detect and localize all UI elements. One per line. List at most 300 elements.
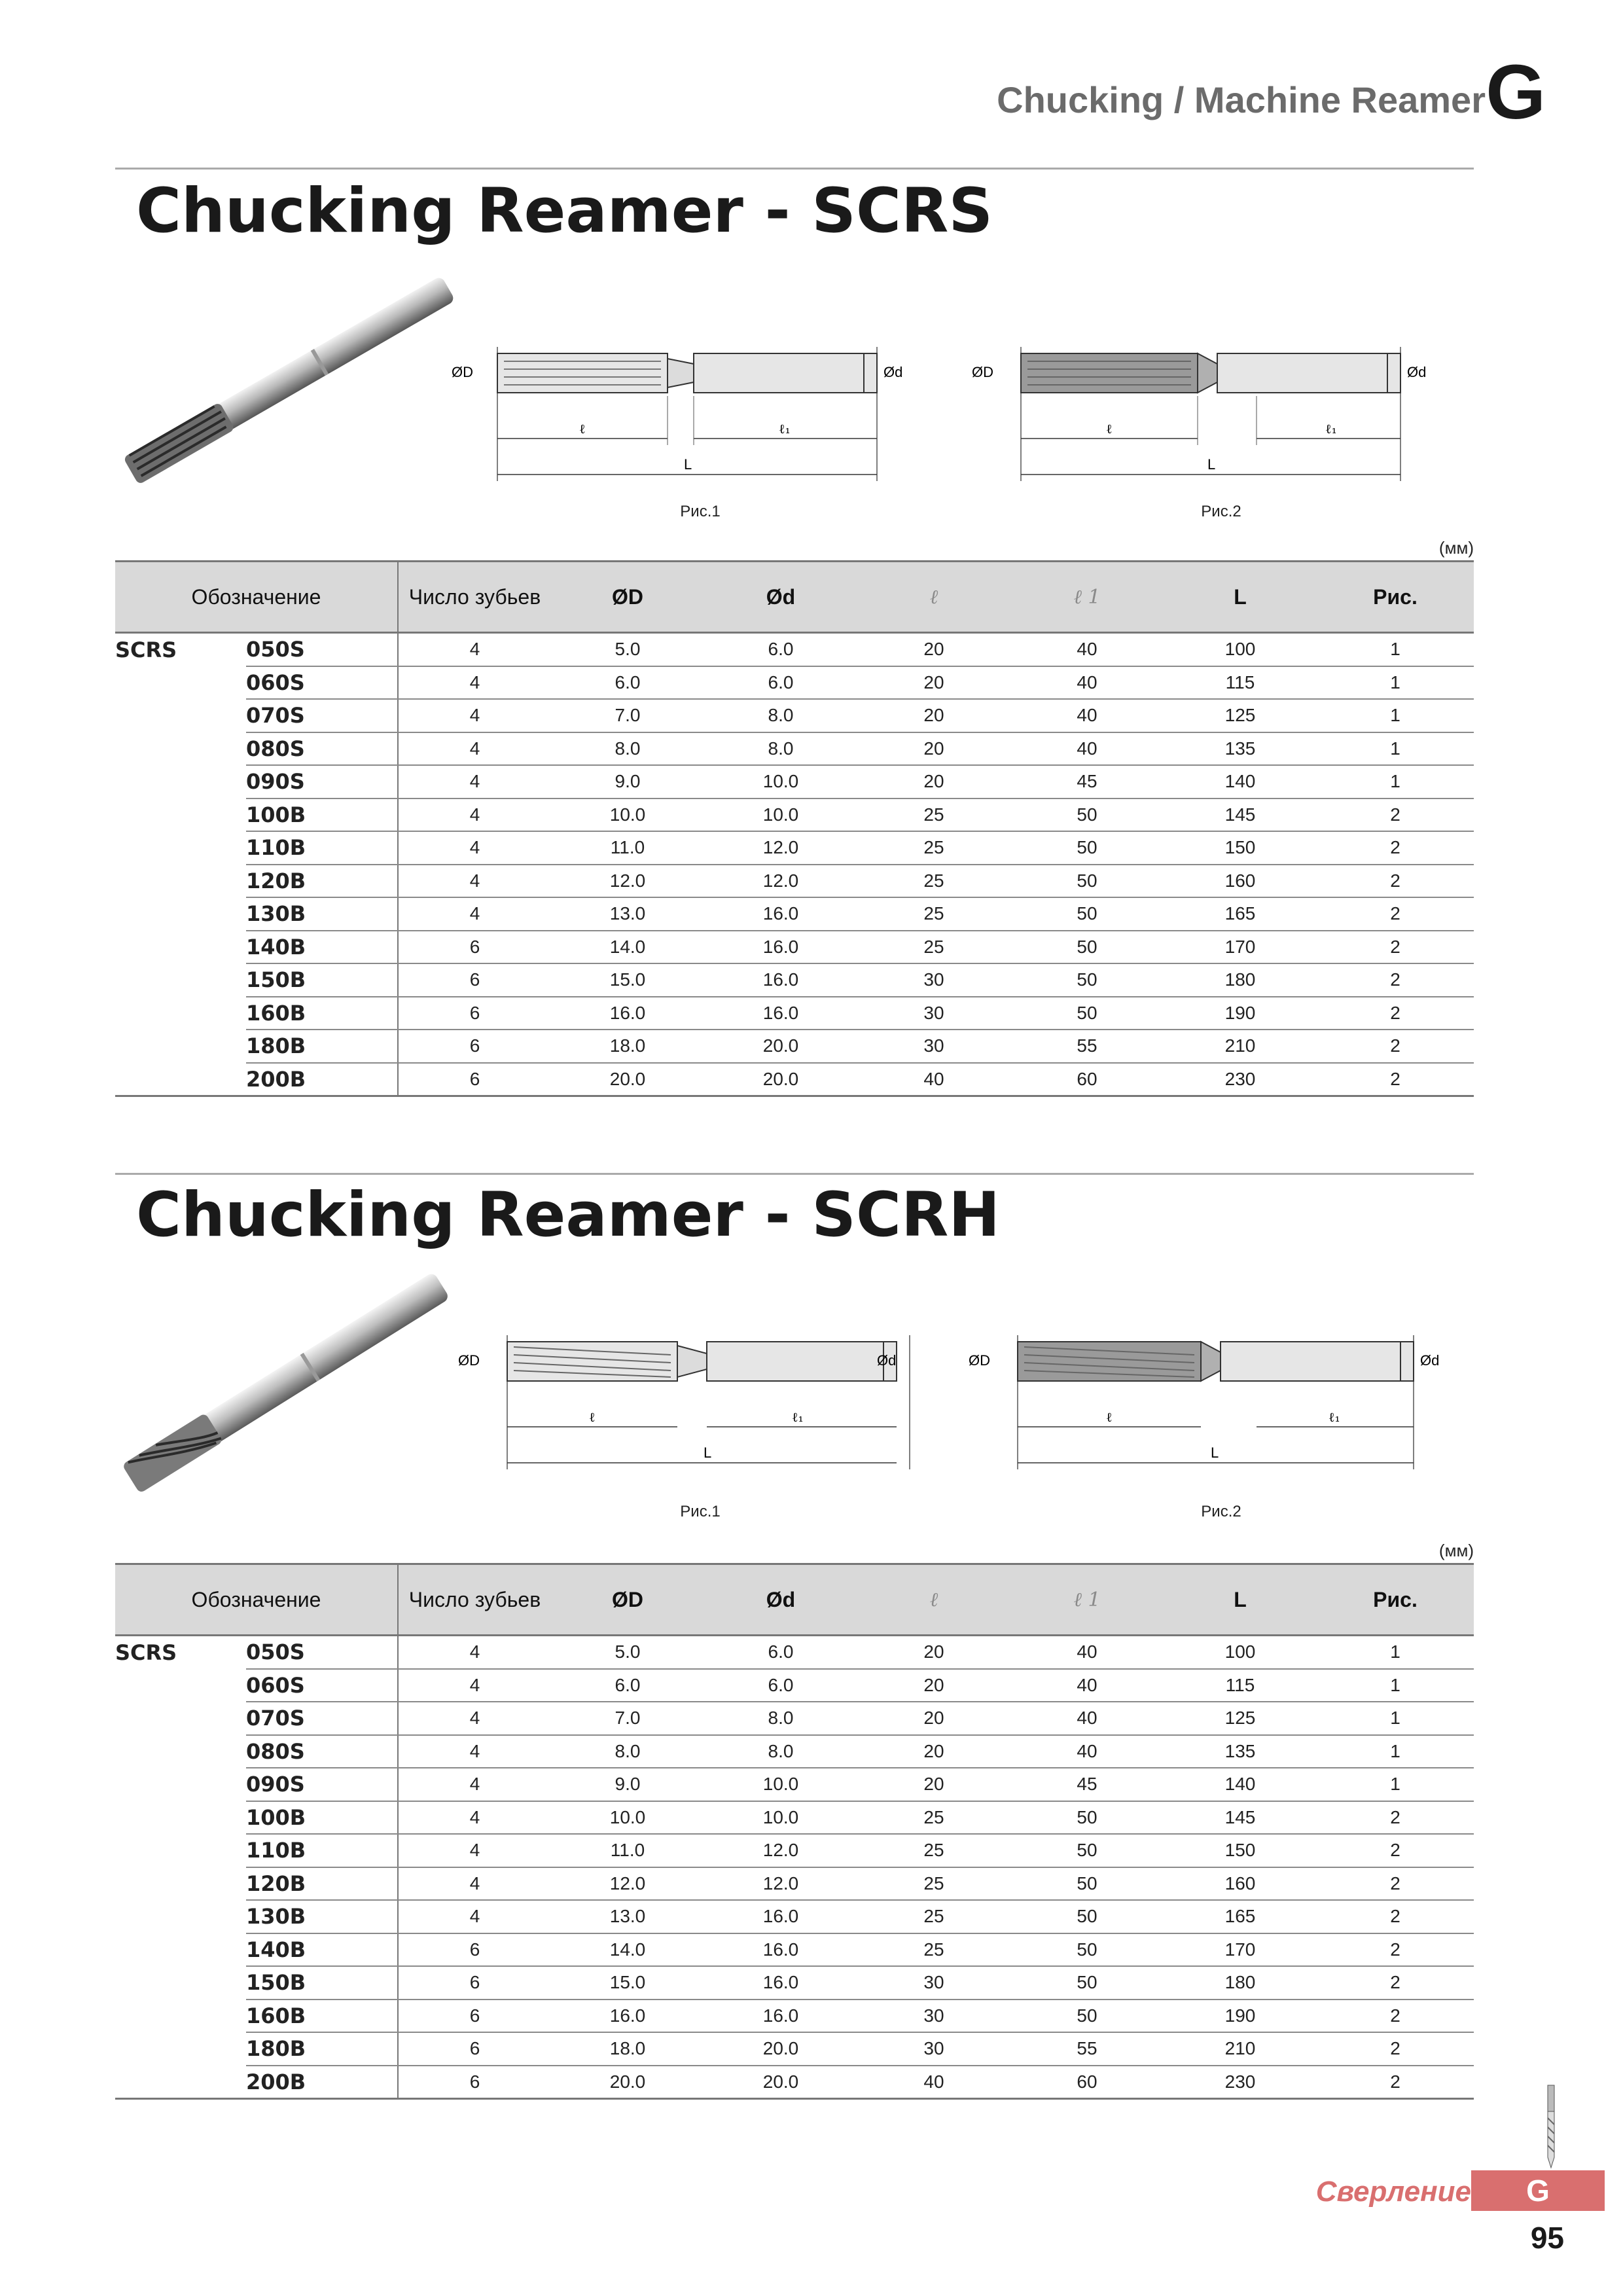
- cell-designation: 130B: [246, 897, 398, 931]
- cell-D: 10.0: [551, 1801, 704, 1835]
- cell-d: 20.0: [704, 1063, 857, 1096]
- cell-l1: 50: [1010, 931, 1164, 964]
- cell-l: 20: [857, 1702, 1010, 1735]
- series-label: [115, 2000, 246, 2033]
- cell-designation: 180B: [246, 2032, 398, 2066]
- cell-designation: 200B: [246, 1063, 398, 1096]
- table-row: [115, 2032, 1474, 2066]
- cell-designation: 050S: [246, 633, 398, 666]
- cell-teeth: 4: [398, 1834, 551, 1867]
- cell-designation: 080S: [246, 1735, 398, 1768]
- cell-D: 16.0: [551, 997, 704, 1030]
- table-row: [115, 2066, 1474, 2099]
- cell-fig: 2: [1317, 1030, 1474, 1063]
- cell-l: 25: [857, 1834, 1010, 1867]
- table-row: [115, 831, 1474, 865]
- table-row: [115, 1702, 1474, 1735]
- label-l: ℓ: [1106, 1409, 1113, 1425]
- cell-L: 190: [1164, 2000, 1317, 2033]
- header-rule: [115, 168, 1474, 170]
- label-L: L: [684, 456, 692, 473]
- table-row: [115, 1636, 1474, 1669]
- cell-fig: 1: [1317, 732, 1474, 766]
- series-label: [115, 699, 246, 732]
- figure-caption: Рис.1: [680, 503, 721, 520]
- cell-fig: 1: [1317, 1636, 1474, 1669]
- cell-teeth: 4: [398, 1900, 551, 1933]
- col-d: Ød: [704, 562, 857, 633]
- label-l: ℓ: [1106, 421, 1113, 437]
- cell-d: 12.0: [704, 865, 857, 898]
- drill-bit-icon: [1542, 2085, 1560, 2168]
- cell-teeth: 6: [398, 1063, 551, 1096]
- cell-d: 10.0: [704, 798, 857, 832]
- cell-teeth: 4: [398, 633, 551, 666]
- cell-L: 145: [1164, 1801, 1317, 1835]
- cell-fig: 1: [1317, 1768, 1474, 1801]
- cell-fig: 2: [1317, 897, 1474, 931]
- cell-fig: 2: [1317, 1063, 1474, 1096]
- cell-teeth: 4: [398, 1867, 551, 1901]
- cell-d: 10.0: [704, 1801, 857, 1835]
- cell-designation: 070S: [246, 699, 398, 732]
- dimension-drawing-scrs-fig1: [445, 340, 903, 497]
- cell-D: 8.0: [551, 732, 704, 766]
- cell-d: 16.0: [704, 1966, 857, 2000]
- cell-l1: 40: [1010, 732, 1164, 766]
- cell-fig: 2: [1317, 2000, 1474, 2033]
- col-fig: Рис.: [1317, 562, 1474, 633]
- cell-designation: 100B: [246, 798, 398, 832]
- cell-l: 20: [857, 765, 1010, 798]
- table-row: [115, 963, 1474, 997]
- col-l1: ℓ 1: [1010, 562, 1164, 633]
- cell-l1: 55: [1010, 2032, 1164, 2066]
- cell-L: 165: [1164, 897, 1317, 931]
- cell-D: 14.0: [551, 1933, 704, 1967]
- cell-l1: 50: [1010, 1900, 1164, 1933]
- cell-L: 170: [1164, 1933, 1317, 1967]
- cell-L: 230: [1164, 1063, 1317, 1096]
- col-D: ØD: [551, 562, 704, 633]
- figure-caption: Рис.2: [1201, 503, 1241, 520]
- cell-d: 8.0: [704, 1735, 857, 1768]
- dimension-drawing-scrs-fig2: [969, 340, 1427, 497]
- table-row: [115, 1933, 1474, 1967]
- table-row: [115, 765, 1474, 798]
- cell-fig: 1: [1317, 1735, 1474, 1768]
- cell-fig: 1: [1317, 1669, 1474, 1702]
- cell-l1: 40: [1010, 1636, 1164, 1669]
- cell-teeth: 4: [398, 699, 551, 732]
- section-title-scrs: Chucking Reamer - SCRS: [136, 175, 993, 247]
- cell-l1: 50: [1010, 1933, 1164, 1967]
- cell-fig: 2: [1317, 2032, 1474, 2066]
- cell-L: 190: [1164, 997, 1317, 1030]
- cell-d: 16.0: [704, 1933, 857, 1967]
- cell-designation: 160B: [246, 2000, 398, 2033]
- cell-D: 6.0: [551, 666, 704, 700]
- cell-designation: 070S: [246, 1702, 398, 1735]
- series-label: [115, 1900, 246, 1933]
- cell-fig: 2: [1317, 1900, 1474, 1933]
- cell-L: 115: [1164, 1669, 1317, 1702]
- label-L: L: [704, 1444, 712, 1461]
- cell-teeth: 4: [398, 765, 551, 798]
- cell-fig: 2: [1317, 831, 1474, 865]
- cell-l1: 50: [1010, 1834, 1164, 1867]
- cell-designation: 160B: [246, 997, 398, 1030]
- table-header-row: [115, 562, 1474, 633]
- cell-l: 20: [857, 1735, 1010, 1768]
- cell-teeth: 6: [398, 931, 551, 964]
- cell-fig: 2: [1317, 997, 1474, 1030]
- dimension-drawing-scrh-fig2: [969, 1329, 1440, 1486]
- cell-designation: 110B: [246, 1834, 398, 1867]
- cell-l1: 50: [1010, 2000, 1164, 2033]
- series-label: [115, 1702, 246, 1735]
- cell-fig: 2: [1317, 931, 1474, 964]
- label-L: L: [1207, 456, 1216, 473]
- cell-l1: 60: [1010, 1063, 1164, 1096]
- cell-L: 100: [1164, 633, 1317, 666]
- cell-designation: 150B: [246, 963, 398, 997]
- cell-teeth: 4: [398, 897, 551, 931]
- cell-l1: 45: [1010, 1768, 1164, 1801]
- cell-D: 16.0: [551, 2000, 704, 2033]
- cell-d: 12.0: [704, 1834, 857, 1867]
- cell-d: 20.0: [704, 2066, 857, 2099]
- cell-D: 6.0: [551, 1669, 704, 1702]
- cell-d: 16.0: [704, 963, 857, 997]
- cell-l: 20: [857, 699, 1010, 732]
- footer-section-badge: G: [1471, 2170, 1605, 2211]
- cell-l: 25: [857, 931, 1010, 964]
- series-label: [115, 1867, 246, 1901]
- cell-l: 30: [857, 2000, 1010, 2033]
- col-teeth: Число зубьев: [398, 562, 551, 633]
- cell-designation: 080S: [246, 732, 398, 766]
- cell-l1: 40: [1010, 1735, 1164, 1768]
- cell-l: 30: [857, 2032, 1010, 2066]
- series-label: [115, 1834, 246, 1867]
- cell-d: 12.0: [704, 831, 857, 865]
- footer-category: Сверление: [1315, 2176, 1471, 2208]
- label-l: ℓ: [579, 421, 586, 437]
- table-row: [115, 1966, 1474, 2000]
- cell-d: 16.0: [704, 997, 857, 1030]
- reamer-photo-scrs: [118, 281, 458, 491]
- cell-teeth: 6: [398, 1966, 551, 2000]
- cell-l1: 40: [1010, 699, 1164, 732]
- col-L: L: [1164, 1564, 1317, 1636]
- label-D: ØD: [972, 364, 993, 380]
- table-row: [115, 1735, 1474, 1768]
- col-teeth: Число зубьев: [398, 1564, 551, 1636]
- section-divider: [115, 1173, 1474, 1175]
- cell-L: 170: [1164, 931, 1317, 964]
- series-label: [115, 963, 246, 997]
- cell-designation: 050S: [246, 1636, 398, 1669]
- cell-l: 20: [857, 732, 1010, 766]
- cell-D: 8.0: [551, 1735, 704, 1768]
- label-l1: ℓ₁: [792, 1409, 804, 1425]
- cell-L: 125: [1164, 699, 1317, 732]
- cell-D: 20.0: [551, 1063, 704, 1096]
- cell-D: 12.0: [551, 1867, 704, 1901]
- cell-fig: 2: [1317, 2066, 1474, 2099]
- table-row: [115, 865, 1474, 898]
- cell-fig: 2: [1317, 1867, 1474, 1901]
- cell-l1: 60: [1010, 2066, 1164, 2099]
- cell-l: 20: [857, 633, 1010, 666]
- cell-teeth: 4: [398, 732, 551, 766]
- cell-teeth: 6: [398, 1030, 551, 1063]
- cell-designation: 140B: [246, 1933, 398, 1967]
- cell-D: 14.0: [551, 931, 704, 964]
- col-designation: Обозначение: [115, 1564, 398, 1636]
- cell-L: 145: [1164, 798, 1317, 832]
- cell-l1: 40: [1010, 1702, 1164, 1735]
- cell-D: 15.0: [551, 963, 704, 997]
- cell-designation: 120B: [246, 1867, 398, 1901]
- cell-l: 40: [857, 1063, 1010, 1096]
- cell-fig: 2: [1317, 1801, 1474, 1835]
- cell-L: 160: [1164, 865, 1317, 898]
- table-row: [115, 1768, 1474, 1801]
- col-l1: ℓ 1: [1010, 1564, 1164, 1636]
- table-row: [115, 1867, 1474, 1901]
- series-label: SCRS: [115, 637, 177, 662]
- cell-teeth: 4: [398, 1702, 551, 1735]
- cell-d: 6.0: [704, 633, 857, 666]
- cell-l1: 40: [1010, 633, 1164, 666]
- cell-d: 8.0: [704, 699, 857, 732]
- cell-L: 180: [1164, 963, 1317, 997]
- table-row: [115, 798, 1474, 832]
- cell-l1: 50: [1010, 1867, 1164, 1901]
- label-D: ØD: [969, 1352, 990, 1369]
- cell-l: 25: [857, 798, 1010, 832]
- cell-teeth: 6: [398, 1933, 551, 1967]
- cell-d: 10.0: [704, 1768, 857, 1801]
- table-row: [115, 1834, 1474, 1867]
- page-number: 95: [1530, 2221, 1564, 2255]
- table-header-row: [115, 1564, 1474, 1636]
- col-l: ℓ: [857, 562, 1010, 633]
- cell-designation: 090S: [246, 1768, 398, 1801]
- cell-l1: 50: [1010, 798, 1164, 832]
- cell-teeth: 4: [398, 1768, 551, 1801]
- spec-table-scrs: [115, 560, 1474, 1097]
- cell-designation: 110B: [246, 831, 398, 865]
- section-title-scrh: Chucking Reamer - SCRH: [136, 1179, 1001, 1251]
- cell-D: 13.0: [551, 897, 704, 931]
- cell-designation: 150B: [246, 1966, 398, 2000]
- cell-d: 10.0: [704, 765, 857, 798]
- cell-d: 16.0: [704, 931, 857, 964]
- cell-l1: 50: [1010, 1966, 1164, 2000]
- units-label: (мм): [1438, 1541, 1474, 1560]
- series-label: [115, 997, 246, 1030]
- cell-l: 20: [857, 1636, 1010, 1669]
- cell-designation: 140B: [246, 931, 398, 964]
- cell-l: 25: [857, 1933, 1010, 1967]
- cell-l1: 50: [1010, 897, 1164, 931]
- series-label: [115, 1030, 246, 1063]
- series-label: [115, 1933, 246, 1967]
- cell-l1: 40: [1010, 1669, 1164, 1702]
- series-label: [115, 1768, 246, 1801]
- cell-teeth: 4: [398, 1636, 551, 1669]
- cell-l: 25: [857, 1900, 1010, 1933]
- series-label: [115, 1735, 246, 1768]
- series-label: [115, 1669, 246, 1702]
- series-label: [115, 2066, 246, 2099]
- cell-l1: 40: [1010, 666, 1164, 700]
- label-l1: ℓ₁: [779, 421, 791, 437]
- cell-l: 40: [857, 2066, 1010, 2099]
- cell-D: 9.0: [551, 1768, 704, 1801]
- cell-designation: 060S: [246, 1669, 398, 1702]
- cell-D: 15.0: [551, 1966, 704, 2000]
- cell-fig: 2: [1317, 963, 1474, 997]
- cell-teeth: 6: [398, 2032, 551, 2066]
- cell-l: 25: [857, 865, 1010, 898]
- cell-l1: 50: [1010, 831, 1164, 865]
- cell-L: 140: [1164, 765, 1317, 798]
- cell-l1: 50: [1010, 1801, 1164, 1835]
- col-L: L: [1164, 562, 1317, 633]
- cell-L: 180: [1164, 1966, 1317, 2000]
- series-label: [115, 798, 246, 832]
- cell-l1: 50: [1010, 997, 1164, 1030]
- spec-table-scrh: [115, 1563, 1474, 2100]
- cell-designation: 180B: [246, 1030, 398, 1063]
- cell-teeth: 4: [398, 666, 551, 700]
- cell-d: 20.0: [704, 2032, 857, 2066]
- series-label: [115, 1966, 246, 2000]
- cell-D: 12.0: [551, 865, 704, 898]
- label-l1: ℓ₁: [1325, 421, 1337, 437]
- cell-l: 20: [857, 1768, 1010, 1801]
- table-row: [115, 1900, 1474, 1933]
- cell-l1: 50: [1010, 963, 1164, 997]
- figure-caption: Рис.2: [1201, 1503, 1241, 1520]
- label-d: Ød: [1407, 364, 1427, 380]
- cell-teeth: 4: [398, 1735, 551, 1768]
- cell-teeth: 6: [398, 997, 551, 1030]
- col-l: ℓ: [857, 1564, 1010, 1636]
- cell-fig: 2: [1317, 1834, 1474, 1867]
- cell-l: 25: [857, 1867, 1010, 1901]
- cell-fig: 1: [1317, 633, 1474, 666]
- units-label: (мм): [1438, 538, 1474, 558]
- cell-L: 100: [1164, 1636, 1317, 1669]
- label-d: Ød: [883, 364, 903, 380]
- cell-D: 18.0: [551, 2032, 704, 2066]
- cell-D: 5.0: [551, 633, 704, 666]
- cell-teeth: 4: [398, 1669, 551, 1702]
- label-D: ØD: [458, 1352, 480, 1369]
- label-D: ØD: [452, 364, 473, 380]
- cell-D: 10.0: [551, 798, 704, 832]
- cell-L: 160: [1164, 1867, 1317, 1901]
- cell-d: 8.0: [704, 732, 857, 766]
- label-L: L: [1211, 1444, 1219, 1461]
- series-label: [115, 831, 246, 865]
- cell-fig: 1: [1317, 666, 1474, 700]
- cell-teeth: 4: [398, 865, 551, 898]
- cell-designation: 200B: [246, 2066, 398, 2099]
- table-row: [115, 1063, 1474, 1096]
- figure-caption: Рис.1: [680, 1503, 721, 1520]
- table-row: [115, 666, 1474, 700]
- cell-teeth: 6: [398, 963, 551, 997]
- label-l: ℓ: [589, 1409, 596, 1425]
- cell-L: 165: [1164, 1900, 1317, 1933]
- table-row: [115, 1801, 1474, 1835]
- label-l1: ℓ₁: [1329, 1409, 1340, 1425]
- cell-fig: 2: [1317, 798, 1474, 832]
- series-label: [115, 1801, 246, 1835]
- cell-D: 7.0: [551, 699, 704, 732]
- cell-l1: 55: [1010, 1030, 1164, 1063]
- series-label: [115, 765, 246, 798]
- cell-d: 6.0: [704, 666, 857, 700]
- cell-l: 25: [857, 897, 1010, 931]
- cell-designation: 060S: [246, 666, 398, 700]
- cell-teeth: 4: [398, 1801, 551, 1835]
- cell-D: 7.0: [551, 1702, 704, 1735]
- cell-l: 20: [857, 1669, 1010, 1702]
- series-label: [115, 666, 246, 700]
- series-label: SCRS: [115, 1640, 177, 1665]
- cell-d: 8.0: [704, 1702, 857, 1735]
- table-row: [115, 633, 1474, 666]
- col-d: Ød: [704, 1564, 857, 1636]
- cell-l: 30: [857, 1030, 1010, 1063]
- cell-l1: 50: [1010, 865, 1164, 898]
- cell-l: 25: [857, 831, 1010, 865]
- series-label: [115, 897, 246, 931]
- cell-D: 11.0: [551, 831, 704, 865]
- table-row: [115, 699, 1474, 732]
- col-designation: Обозначение: [115, 562, 398, 633]
- section-letter: G: [1486, 49, 1546, 135]
- cell-d: 16.0: [704, 897, 857, 931]
- cell-L: 115: [1164, 666, 1317, 700]
- series-label: [115, 865, 246, 898]
- cell-L: 150: [1164, 1834, 1317, 1867]
- cell-D: 20.0: [551, 2066, 704, 2099]
- cell-l: 30: [857, 1966, 1010, 2000]
- cell-designation: 130B: [246, 1900, 398, 1933]
- cell-l: 20: [857, 666, 1010, 700]
- cell-designation: 120B: [246, 865, 398, 898]
- cell-D: 18.0: [551, 1030, 704, 1063]
- dimension-drawing-scrh-fig1: [445, 1329, 903, 1486]
- cell-teeth: 4: [398, 831, 551, 865]
- cell-d: 6.0: [704, 1669, 857, 1702]
- cell-D: 13.0: [551, 1900, 704, 1933]
- cell-l: 30: [857, 963, 1010, 997]
- cell-L: 140: [1164, 1768, 1317, 1801]
- cell-l: 25: [857, 1801, 1010, 1835]
- cell-D: 9.0: [551, 765, 704, 798]
- cell-L: 125: [1164, 1702, 1317, 1735]
- series-label: [115, 732, 246, 766]
